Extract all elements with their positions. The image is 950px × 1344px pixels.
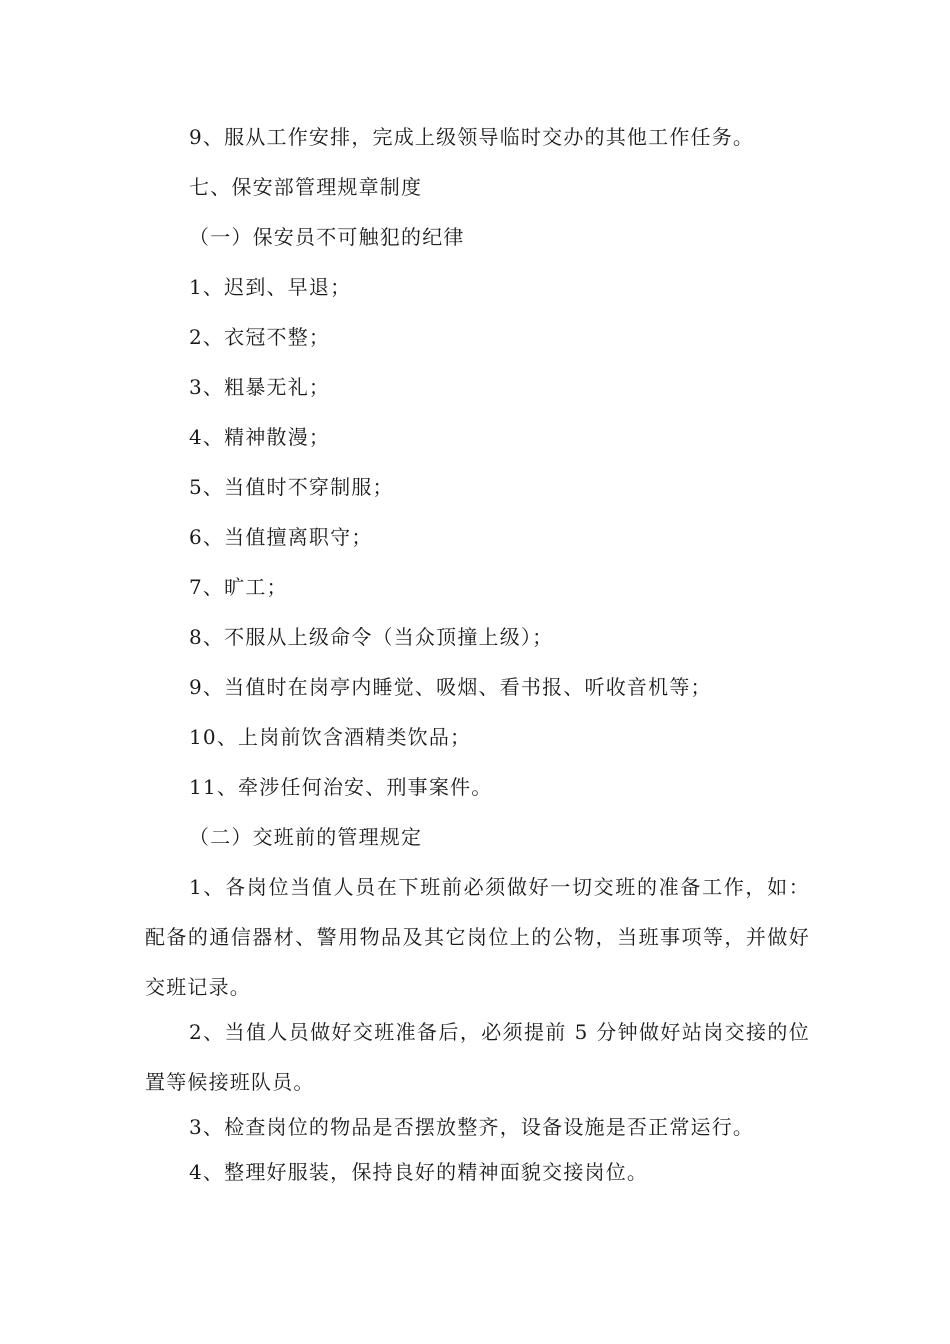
paragraph: 1、各岗位当值人员在下班前必须做好一切交班的准备工作，如：配备的通信器材、警用物品及其它岗位上的公物，当班事项等，并做好交班记录。: [145, 875, 810, 999]
list-item: 2、衣冠不整；: [189, 325, 331, 349]
list-item: 9、当值时在岗亭内睡觉、吸烟、看书报、听收音机等；: [189, 675, 712, 699]
list-item: 8、不服从上级命令（当众顶撞上级）；: [189, 625, 554, 649]
list-item: 10、上岗前饮含酒精类饮品；: [189, 725, 472, 749]
list-item: 1、迟到、早退；: [189, 275, 352, 299]
section-heading: 七、保安部管理规章制度: [189, 175, 423, 199]
list-item: 3、粗暴无礼；: [189, 375, 331, 399]
paragraph: 2、当值人员做好交班准备后，必须提前 5 分钟做好站岗交接的位置等候接班队员。: [145, 1020, 810, 1094]
list-item: 4、精神散漫；: [189, 425, 331, 449]
paragraph: 4、整理好服装，保持良好的精神面貌交接岗位。: [189, 1160, 649, 1184]
list-item: 7、旷工；: [189, 575, 288, 599]
list-item: 9、服从工作安排，完成上级领导临时交办的其他工作任务。: [189, 125, 755, 149]
list-item: 11、牵涉任何治安、刑事案件。: [189, 775, 493, 799]
list-item: 5、当值时不穿制服；: [189, 475, 394, 499]
document-body: [145, 117, 810, 1197]
paragraph: 3、检查岗位的物品是否摆放整齐，设备设施是否正常运行。: [189, 1115, 755, 1139]
list-item: 6、当值擅离职守；: [189, 525, 373, 549]
subsection-heading: （二）交班前的管理规定: [189, 825, 423, 849]
subsection-heading: （一）保安员不可触犯的纪律: [189, 225, 465, 249]
